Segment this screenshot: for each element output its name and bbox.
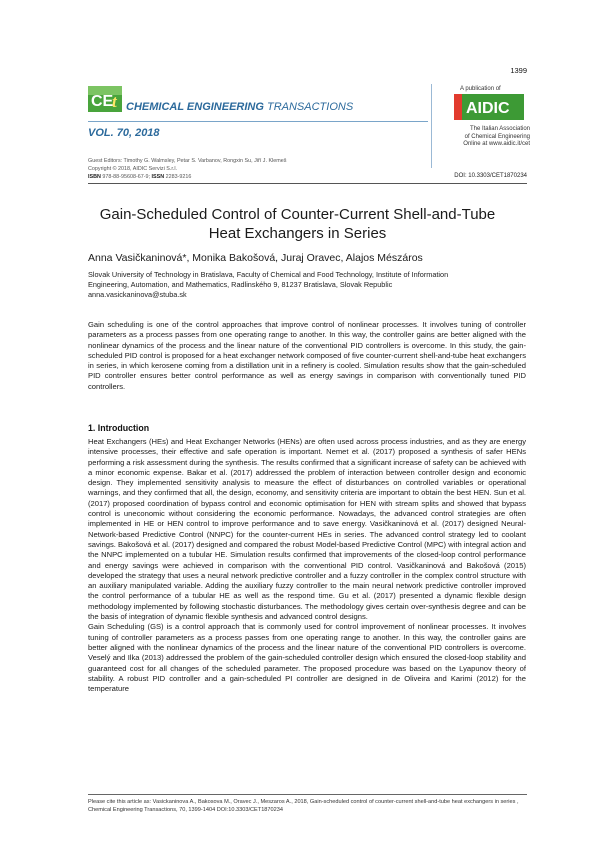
section-heading-introduction: 1. Introduction [88, 423, 150, 433]
affiliation [88, 270, 528, 300]
title-line-2: Heat Exchangers in Series [208, 224, 387, 242]
doi: DOI: 10.3303/CET1870234 [454, 173, 527, 179]
guest-editors: Guest Editors: Timothy G. Walmsley, Petar S. Varbanov, Rongxin Su, Jiří J. Klemeš [88, 158, 287, 164]
isbn-issn [88, 173, 428, 181]
issn-value: 2283-9216 [164, 174, 192, 180]
paper-title [60, 206, 535, 243]
paragraph: Gain Scheduling (GS) is a control approach that is commonly used for control improvement of nonlinear processes. It involves tuning of controller parameters as a process passes from one operating range to another. In this way, the controller gains are better aligned with the nonlinear dynamics of the process and the linear nature of the conventional PID controllers is overcome. Veselý and Ilka (2013) addressed the problem of the gain-scheduled controller design which ensured the closed-loop stability and guaranteed cost for all changes of the scheduled parameter. The proposed procedure was based on the Lyapunov theory of stability. A robust PID controller and a gain-scheduled PI controller are designed in de Oliveira and Karimi (2012) for the temperature [88, 622, 526, 694]
citation-footer: Please cite this article as: Vasickaninova A., Bakosova M., Oravec J., Meszaros A., 2018, Gain-scheduled control of counter-current shell-and-tube heat exchangers in series , Chemical Engineering Transactions, 70, 1399-1404 DOI:10.3303/CET1870234 [88, 799, 519, 814]
paragraph: Heat Exchangers (HEs) and Heat Exchanger Networks (HENs) are often used across process industries, and as they are energy intensive processes, their effective and safe operation is important. Nemet et al. (2017) proposed a synthesis of safer HENs performing a risk assessment during the synthesis. The results confirmed that a significant increase of safety can be achieved with a minor economic expense. Bakar et al. (2017) addressed the problem of interaction between controller design and economic design. They implemented sensitivity analysis to measure the effect of disturbances on controlled variables or operational warnings, and they confirmed that all, the design, economy, and sensitivity criteria are important to obtain the best HEN. Sun et al. (2017) proposed coordination of bypass control and economic optimisation for HEN with stream splits and showed that bypass control is uneconomic without considering the economic performance. Nowadays, the advanced control strategies are often implemented in HE or HEN control to improve performance and to save energy. Vasičkaninová et al. (2017) designed Neural-Network-based Predictive Control (NNPC) for the counter-current HEs in series. The advanced control strategy led to coolant savings. Bakošová et al. (2017) designed and compared the robust Model-based Predictive Control (MPC) with integral action and the NNPC implemented on a tubular HE. Simulation results confirmed that improvements of the closed-loop control performance and energy savings were achieved in comparison with the conventional PID control. Vasičkaninová and Bakošová (2015) developed the strategy that uses a neural network predictive controller and a fuzzy controller in the complex control structure with an auxiliary manipulated variable. Adding the auxiliary fuzzy controller to the main neural network predictive controller improved the control performance of a tubular HE as well as the respond time. Gu et al. (2017) presented a dynamic flexible design methodology implemented by following stochastic disturbances. The methodology gives certain over-synthesis degree and can be the basis of integration of dynamic flexible synthesis and advanced control designs. [88, 437, 526, 622]
introduction-body [88, 437, 526, 694]
journal-name-bold: CHEMICAL ENGINEERING [126, 101, 264, 113]
svg-text:t: t [112, 92, 117, 111]
page-number: 1399 [510, 66, 527, 75]
svg-text:AIDIC: AIDIC [466, 100, 510, 117]
copyright: Copyright © 2018, AIDIC Servizi S.r.l. [88, 166, 178, 172]
journal-name [126, 101, 353, 113]
cet-logo [88, 86, 122, 112]
volume-label: VOL. 70, 2018 [88, 127, 160, 139]
publisher-description [448, 126, 530, 149]
publisher-caption: A publication of [460, 86, 501, 92]
affiliation-line-2: Engineering, Automation, and Mathematics, Radlinského 9, 81237 Bratislava, Slovak Republic [88, 280, 393, 289]
publisher-line-2: of Chemical Engineering [464, 133, 530, 140]
header-divider [88, 121, 428, 122]
publisher-line-3: Online at www.aidic.it/cet [463, 141, 530, 147]
affiliation-line-1: Slovak University of Technology in Bratislava, Faculty of Chemical and Food Technology, Institute of Information [88, 270, 449, 279]
footer-divider [88, 794, 527, 795]
header-bottom-divider [88, 183, 527, 184]
svg-text:CE: CE [91, 93, 114, 110]
isbn-label: ISBN [88, 174, 101, 180]
header-vertical-divider [431, 84, 432, 168]
author-email: anna.vasickaninova@stuba.sk [88, 290, 187, 299]
publisher-line-1: The Italian Association [469, 126, 530, 132]
title-line-1: Gain-Scheduled Control of Counter-Current Shell-and-Tube [99, 206, 496, 223]
aidic-logo [454, 94, 524, 120]
authors: Anna Vasičkaninová*, Monika Bakošová, Juraj Oravec, Alajos Mészáros [88, 252, 423, 264]
editors-block [88, 157, 428, 181]
journal-name-light: TRANSACTIONS [266, 101, 354, 113]
isbn-value: 978-88-95608-67-9; [100, 174, 152, 180]
abstract: Gain scheduling is one of the control approaches that improve control of nonlinear processes. It involves tuning of controller parameters as a process passes from one operating range to another. In this way, the controller gains are better aligned with the nonlinear dynamics of the process and the linear nature of the conventional PID controllers is overcome. In this study, the gain-scheduled PID control is proposed for a heat exchanger network composed of five counter-current shell-and-tube heat exchangers in series, in which kerosene coming from a distillation unit in a refinery is cooled. Simulation results show that the gain-scheduled PID controller ensures better control performance as well as energy savings in comparison with conventionally tuned PID controllers. [88, 320, 526, 391]
issn-label: ISSN [151, 174, 165, 180]
